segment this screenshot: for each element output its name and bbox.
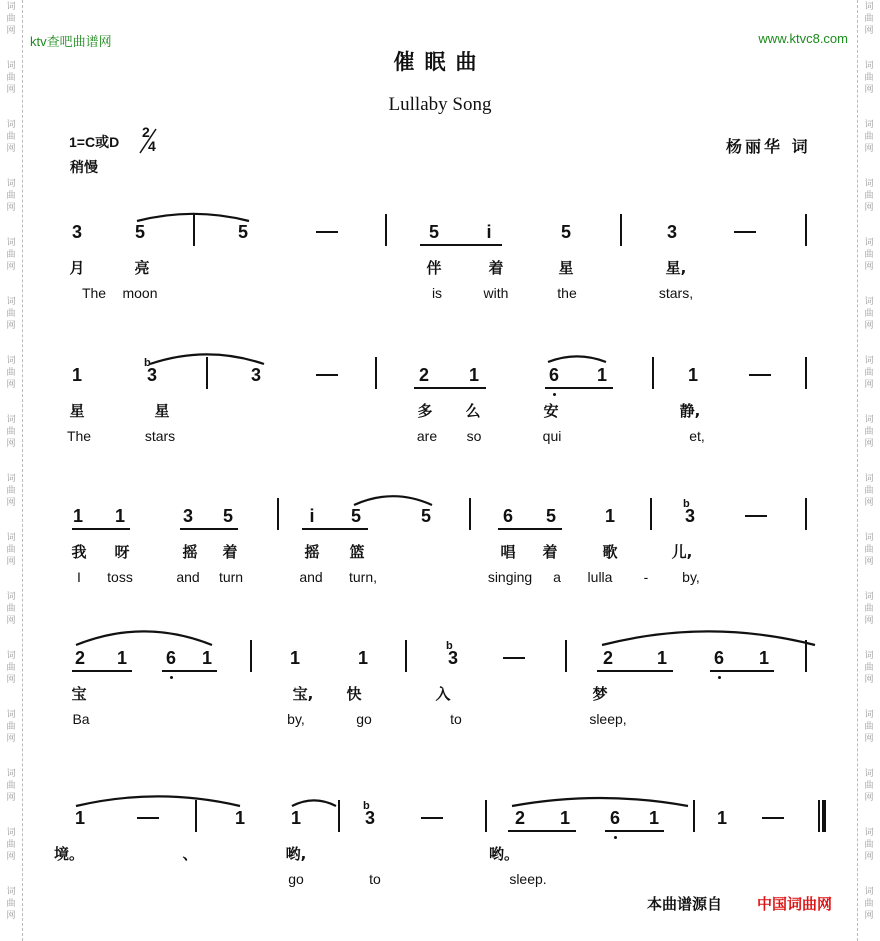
watermark-glyph: 网 (6, 85, 16, 95)
watermark-glyph: 词 (6, 651, 16, 661)
chinese-lyric: 安 (543, 402, 559, 420)
watermark-glyph: 网 (864, 85, 874, 95)
english-lyric: turn, (348, 569, 378, 585)
english-lyric: turn (218, 569, 244, 585)
english-lyric: is (431, 285, 443, 301)
watermark-glyph: 曲 (864, 781, 874, 791)
note: 5 (428, 222, 440, 242)
watermark-glyph: 曲 (6, 191, 16, 201)
watermark-glyph: 词 (864, 828, 874, 838)
watermark-glyph: 曲 (864, 722, 874, 732)
watermark-glyph: 词 (864, 592, 874, 602)
slur-arc (354, 496, 432, 505)
watermark-glyph: 曲 (6, 368, 16, 378)
watermark-glyph: 曲 (864, 132, 874, 142)
english-lyric: stars, (658, 285, 694, 301)
chinese-lyric: 静, (679, 402, 701, 420)
watermark-glyph: 曲 (864, 309, 874, 319)
watermark-glyph: 词 (6, 828, 16, 838)
english-lyric: to (369, 871, 381, 887)
watermark-glyph: 曲 (864, 368, 874, 378)
english-lyric: - (643, 569, 649, 585)
note: 3 (666, 222, 678, 242)
watermark-glyph: 网 (864, 262, 874, 272)
tempo-marking: 稍慢 (70, 160, 98, 176)
watermark-glyph: 网 (6, 144, 16, 154)
watermark-glyph: 词 (864, 474, 874, 484)
watermark-glyph: 词 (864, 179, 874, 189)
watermark-glyph: 曲 (6, 840, 16, 850)
note: i (309, 506, 315, 526)
song-title: 催眠曲 (393, 50, 487, 74)
note: 5 (222, 506, 234, 526)
watermark-glyph: 网 (864, 203, 874, 213)
note: 1 (114, 506, 126, 526)
chinese-lyric: 摇 (182, 543, 198, 561)
watermark-glyph: 词 (864, 769, 874, 779)
watermark-glyph: 词 (864, 415, 874, 425)
slur-arc (292, 800, 336, 806)
watermark-glyph: 词 (6, 710, 16, 720)
flat-sign: b (144, 357, 151, 369)
watermark-glyph: 网 (6, 262, 16, 272)
slur-arc (150, 354, 264, 364)
watermark-glyph: 网 (864, 793, 874, 803)
watermark-glyph: 词 (864, 120, 874, 130)
chinese-lyric: 宝 (71, 685, 87, 703)
note: 5 (560, 222, 572, 242)
note: 1 (72, 506, 84, 526)
site-watermark-right: www.ktvc8.com (758, 31, 848, 46)
chinese-lyric: 星 (69, 402, 85, 420)
flat-sign: b (683, 498, 690, 510)
lyricist-credit: 杨丽华 词 (726, 137, 811, 156)
note: 1 (290, 808, 302, 828)
watermark-glyph: 网 (864, 144, 874, 154)
watermark-glyph: 词 (864, 297, 874, 307)
chinese-lyric: 快 (346, 685, 362, 703)
english-lyric: go (288, 871, 304, 887)
watermark-glyph: 网 (864, 675, 874, 685)
chinese-lyric: 歌 (602, 543, 618, 561)
watermark-glyph: 曲 (864, 191, 874, 201)
chinese-lyric: 篮 (349, 543, 365, 561)
english-lyric: I (77, 569, 81, 585)
note: 6 (548, 365, 560, 385)
time-signature-top: 2 (142, 124, 150, 140)
watermark-glyph: 词 (6, 238, 16, 248)
english-lyric: stars (144, 428, 176, 444)
watermark-glyph: 词 (6, 415, 16, 425)
footer-source-label: 本曲谱源自 (647, 895, 723, 913)
watermark-glyph: 词 (6, 887, 16, 897)
chinese-lyric: 月 (69, 259, 85, 277)
english-lyric: lulla (587, 569, 613, 585)
watermark-glyph: 曲 (864, 545, 874, 555)
note: 1 (74, 808, 86, 828)
site-watermark-left: ktv查吧曲谱网 (30, 34, 112, 49)
english-lyric: sleep. (509, 871, 547, 887)
english-lyric: moon (122, 285, 158, 301)
note: 2 (74, 648, 86, 668)
note: 2 (514, 808, 526, 828)
note: 5 (545, 506, 557, 526)
watermark-glyph: 网 (864, 321, 874, 331)
chinese-lyric: 摇 (304, 543, 320, 561)
watermark-glyph: 曲 (6, 781, 16, 791)
note: 6 (609, 808, 621, 828)
note: 5 (350, 506, 362, 526)
chinese-lyric: 儿, (671, 543, 693, 561)
watermark-glyph: 曲 (6, 250, 16, 260)
chinese-lyric: 伴 (426, 259, 442, 277)
watermark-glyph: 词 (6, 592, 16, 602)
watermark-glyph: 网 (6, 616, 16, 626)
note: 2 (602, 648, 614, 668)
watermark-glyph: 曲 (864, 14, 874, 24)
note: 1 (559, 808, 571, 828)
watermark-glyph: 曲 (6, 899, 16, 909)
note: 2 (418, 365, 430, 385)
note: 3 (447, 648, 459, 668)
note: 1 (596, 365, 608, 385)
slur-arc (137, 214, 249, 221)
note: 1 (116, 648, 128, 668)
watermark-glyph: 曲 (864, 899, 874, 909)
chinese-lyric: 哟, (285, 845, 307, 863)
note: 1 (656, 648, 668, 668)
chinese-lyric: 宝, (292, 685, 314, 703)
chinese-lyric: 星, (665, 259, 687, 277)
chinese-lyric: 入 (435, 685, 451, 703)
slur-arc (76, 631, 212, 645)
watermark-glyph: 曲 (864, 604, 874, 614)
chinese-lyric: 多 (417, 402, 433, 420)
slur-arc (76, 796, 240, 806)
english-lyric: are (416, 428, 438, 444)
chinese-lyric: 境。 (53, 845, 85, 863)
watermark-glyph: 曲 (6, 14, 16, 24)
watermark-glyph: 网 (864, 439, 874, 449)
watermark-glyph: 词 (6, 297, 16, 307)
watermark-glyph: 词 (864, 533, 874, 543)
watermark-glyph: 曲 (864, 840, 874, 850)
watermark-glyph: 曲 (864, 73, 874, 83)
watermark-glyph: 曲 (6, 73, 16, 83)
watermark-glyph: 网 (6, 911, 16, 921)
chinese-lyric: 着 (222, 543, 238, 561)
watermark-glyph: 词 (864, 61, 874, 71)
watermark-glyph: 网 (864, 616, 874, 626)
note: 6 (165, 648, 177, 668)
watermark-glyph: 网 (864, 734, 874, 744)
note: 3 (250, 365, 262, 385)
watermark-glyph: 曲 (6, 132, 16, 142)
note: 6 (502, 506, 514, 526)
chinese-lyric: 我 (71, 543, 87, 561)
watermark-glyph: 曲 (6, 604, 16, 614)
chinese-lyric: 梦 (592, 685, 608, 703)
watermark-glyph: 词 (6, 533, 16, 543)
note: 6 (713, 648, 725, 668)
watermark-glyph: 曲 (864, 486, 874, 496)
note: 5 (134, 222, 146, 242)
note: 1 (716, 808, 728, 828)
watermark-glyph: 曲 (6, 722, 16, 732)
watermark-glyph: 网 (864, 852, 874, 862)
slur-arc (512, 798, 688, 806)
english-lyric: The (81, 285, 107, 301)
note: 1 (357, 648, 369, 668)
watermark-glyph: 词 (6, 61, 16, 71)
english-lyric: by, (287, 711, 305, 727)
english-lyric: the (557, 285, 577, 301)
watermark-glyph: 词 (6, 356, 16, 366)
english-lyric: Ba (72, 711, 90, 727)
watermark-glyph: 词 (864, 356, 874, 366)
english-lyric: go (356, 711, 372, 727)
watermark-glyph: 曲 (6, 545, 16, 555)
watermark-glyph: 曲 (6, 486, 16, 496)
chinese-lyric: 么 (465, 402, 481, 420)
watermark-glyph: 网 (6, 439, 16, 449)
watermark-glyph: 曲 (6, 427, 16, 437)
chinese-lyric: 着 (488, 259, 504, 277)
watermark-glyph: 网 (6, 321, 16, 331)
watermark-glyph: 网 (864, 557, 874, 567)
note: 1 (289, 648, 301, 668)
slur-arc (548, 356, 606, 362)
flat-sign: b (446, 640, 453, 652)
note: 3 (146, 365, 158, 385)
note: 1 (71, 365, 83, 385)
english-lyric: with (483, 285, 509, 301)
english-lyric: and (299, 569, 323, 585)
chinese-lyric: 星 (154, 402, 170, 420)
english-lyric: The (66, 428, 92, 444)
note: 3 (684, 506, 696, 526)
note: i (486, 222, 492, 242)
english-lyric: a (553, 569, 561, 585)
english-lyric: and (176, 569, 200, 585)
footer-site-link[interactable]: 中国词曲网 (757, 895, 833, 913)
chinese-lyric: 哟。 (488, 845, 520, 863)
watermark-glyph: 网 (6, 852, 16, 862)
english-lyric: sleep, (589, 711, 627, 727)
watermark-glyph: 词 (864, 887, 874, 897)
note: 1 (234, 808, 246, 828)
english-lyric: so (466, 428, 482, 444)
watermark-glyph: 网 (864, 380, 874, 390)
watermark-glyph: 网 (864, 498, 874, 508)
watermark-glyph: 网 (6, 793, 16, 803)
watermark-glyph: 网 (6, 498, 16, 508)
english-lyric: singing (487, 569, 533, 585)
chinese-lyric: 唱 (500, 543, 516, 561)
english-lyric: qui (542, 428, 562, 444)
note: 1 (648, 808, 660, 828)
watermark-glyph: 词 (6, 474, 16, 484)
english-lyric: et, (689, 428, 705, 444)
watermark-glyph: 词 (6, 120, 16, 130)
slur-arc (602, 631, 815, 645)
watermark-glyph: 曲 (864, 250, 874, 260)
english-lyric: by, (682, 569, 700, 585)
note: 1 (604, 506, 616, 526)
note: 1 (468, 365, 480, 385)
chinese-lyric: 亮 (134, 259, 150, 277)
watermark-glyph: 网 (6, 203, 16, 213)
watermark-glyph: 词 (864, 238, 874, 248)
flat-sign: b (363, 800, 370, 812)
watermark-glyph: 词 (864, 651, 874, 661)
chinese-lyric: 星 (558, 259, 574, 277)
note: 3 (71, 222, 83, 242)
watermark-glyph: 网 (864, 911, 874, 921)
note: 3 (182, 506, 194, 526)
watermark-glyph: 曲 (864, 663, 874, 673)
note: 1 (201, 648, 213, 668)
watermark-glyph: 网 (6, 380, 16, 390)
note: 5 (237, 222, 249, 242)
chinese-lyric: 着 (542, 543, 558, 561)
watermark-glyph: 词 (6, 769, 16, 779)
key-signature: 1=C或D (69, 134, 120, 150)
time-signature-bottom: 4 (148, 138, 156, 154)
note: 3 (364, 808, 376, 828)
watermark-glyph: 曲 (6, 309, 16, 319)
song-subtitle: Lullaby Song (388, 94, 492, 115)
note: 5 (420, 506, 432, 526)
watermark-glyph: 网 (864, 26, 874, 36)
chinese-lyric: 、 (182, 845, 198, 863)
watermark-glyph: 词 (864, 710, 874, 720)
watermark-glyph: 网 (6, 734, 16, 744)
watermark-glyph: 词 (6, 179, 16, 189)
note: 1 (687, 365, 699, 385)
watermark-glyph: 曲 (6, 663, 16, 673)
watermark-glyph: 网 (6, 557, 16, 567)
english-lyric: to (450, 711, 462, 727)
note: 1 (758, 648, 770, 668)
chinese-lyric: 呀 (114, 543, 130, 561)
watermark-glyph: 网 (6, 675, 16, 685)
watermark-glyph: 网 (6, 26, 16, 36)
english-lyric: toss (107, 569, 133, 585)
watermark-glyph: 词 (864, 2, 874, 12)
watermark-glyph: 曲 (864, 427, 874, 437)
watermark-glyph: 词 (6, 2, 16, 12)
